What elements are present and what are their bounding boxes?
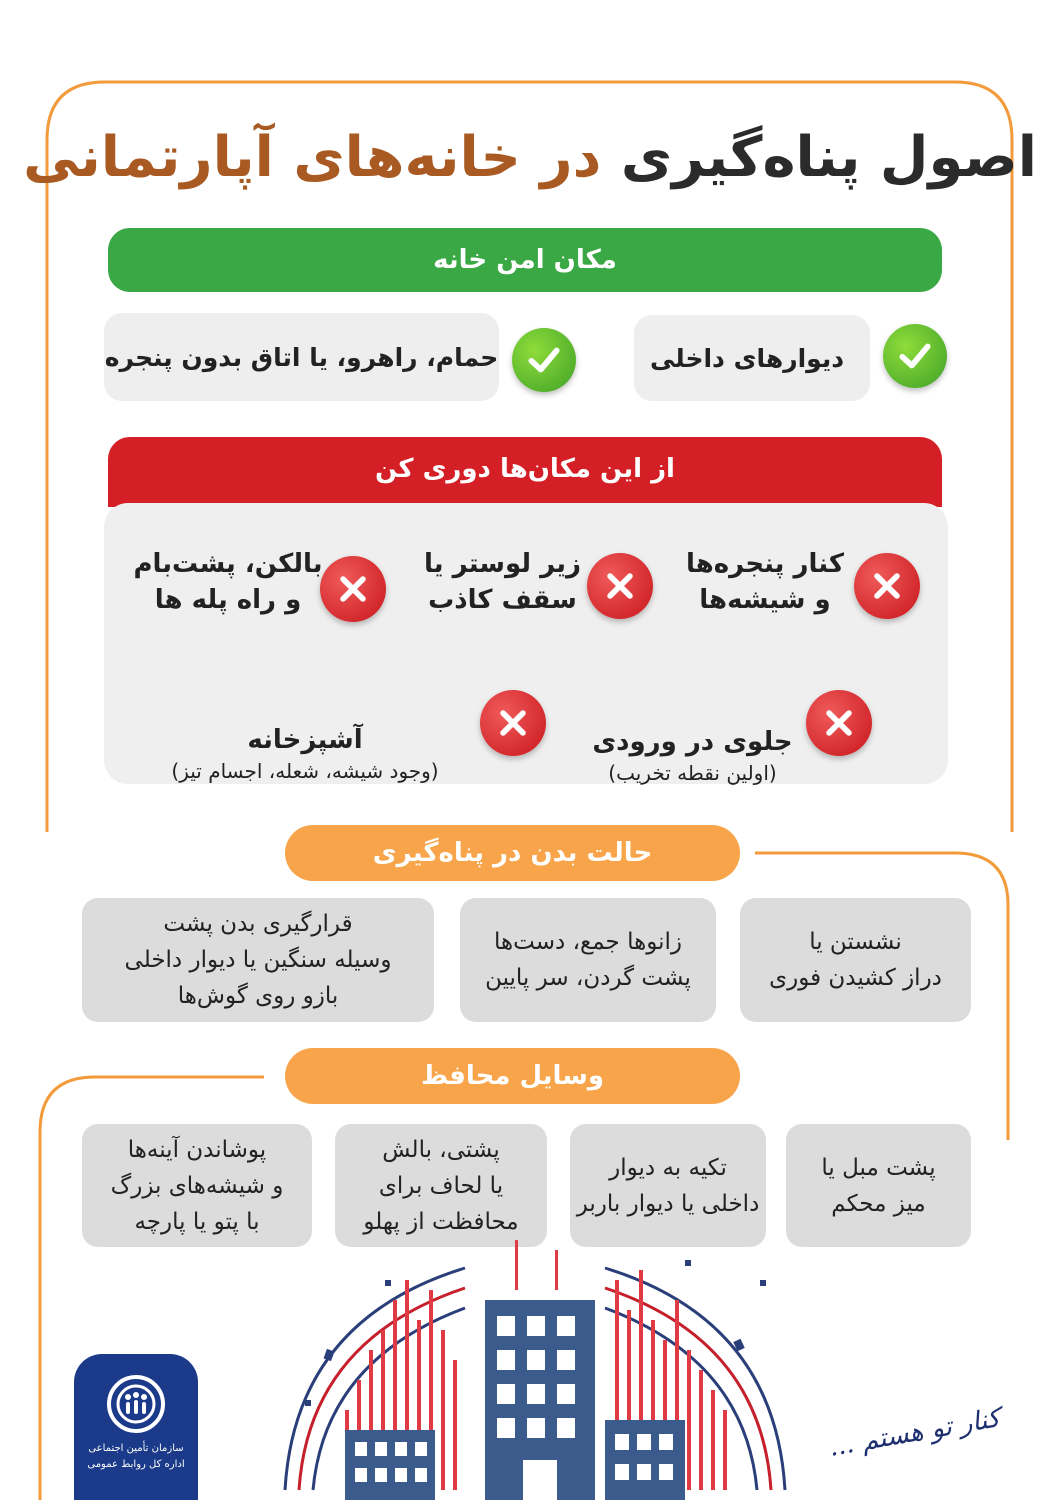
protective-card: پشتی، بالش یا لحاف برای محافظت از پهلو xyxy=(335,1124,547,1247)
avoid-item-kitchen xyxy=(135,686,475,820)
org-unit: اداره کل روابط عمومی xyxy=(87,1459,185,1470)
protective-card: پشت مبل یا میز محکم xyxy=(786,1124,971,1247)
avoid-item-balcony: بالکن، پشت‌بام و راه پله ها xyxy=(133,549,323,615)
safe-item-label: دیوارهای داخلی xyxy=(649,343,845,373)
check-icon xyxy=(512,328,576,392)
safe-header: مکان امن خانه xyxy=(108,228,942,292)
avoid-item-chandelier: زیر لوستر یا سقف کاذب xyxy=(424,549,581,615)
x-icon xyxy=(806,690,872,756)
x-icon xyxy=(854,553,920,619)
safe-item-bathroom xyxy=(104,313,499,401)
page-title xyxy=(0,125,1060,190)
posture-card: نشستن یا دراز کشیدن فوری xyxy=(740,898,971,1022)
avoid-item-label: آشپزخانه xyxy=(247,725,363,755)
protective-card: تکیه به دیوار داخلی یا دیوار باربر xyxy=(570,1124,766,1247)
safe-item-inner-walls xyxy=(634,315,870,401)
slogan: کنار تو هستم ... xyxy=(826,1403,1003,1463)
avoid-header: از این مکان‌ها دوری کن xyxy=(108,437,942,507)
title-accent: در خانه‌های آپارتمانی xyxy=(23,125,602,190)
x-icon xyxy=(480,690,546,756)
x-icon xyxy=(587,553,653,619)
x-icon xyxy=(320,556,386,622)
logo-icon xyxy=(106,1374,166,1434)
avoid-item-entrance xyxy=(585,688,800,822)
avoid-item-label: جلوی در ورودی xyxy=(592,727,793,757)
avoid-item-note: (وجود شیشه، شعله، اجسام تیز) xyxy=(171,759,439,783)
posture-card: قرارگیری بدن پشت وسیله سنگین یا دیوار داخلی بازو روی گوش‌ها xyxy=(82,898,434,1022)
avoid-item-note: (اولین نقطه تخریب) xyxy=(608,761,777,785)
posture-header: حالت بدن در پناه‌گیری xyxy=(285,825,740,881)
protective-card: پوشاندن آینه‌ها و شیشه‌های بزرگ با پتو یا پارچه xyxy=(82,1124,312,1247)
title-main: اصول پناه‌گیری xyxy=(620,125,1037,190)
protective-header: وسایل محافظ xyxy=(285,1048,740,1104)
building-icon xyxy=(265,1240,805,1500)
avoid-item-windows: کنار پنجره‌ها و شیشه‌ها xyxy=(686,549,844,615)
posture-card: زانوها جمع، دست‌ها پشت گردن، سر پایین xyxy=(460,898,716,1022)
org-name: سازمان تأمین اجتماعی xyxy=(88,1443,184,1454)
check-icon xyxy=(883,324,947,388)
organization-logo xyxy=(74,1354,198,1500)
safe-item-label: حمام، راهرو، یا اتاق بدون پنجره xyxy=(104,342,499,372)
